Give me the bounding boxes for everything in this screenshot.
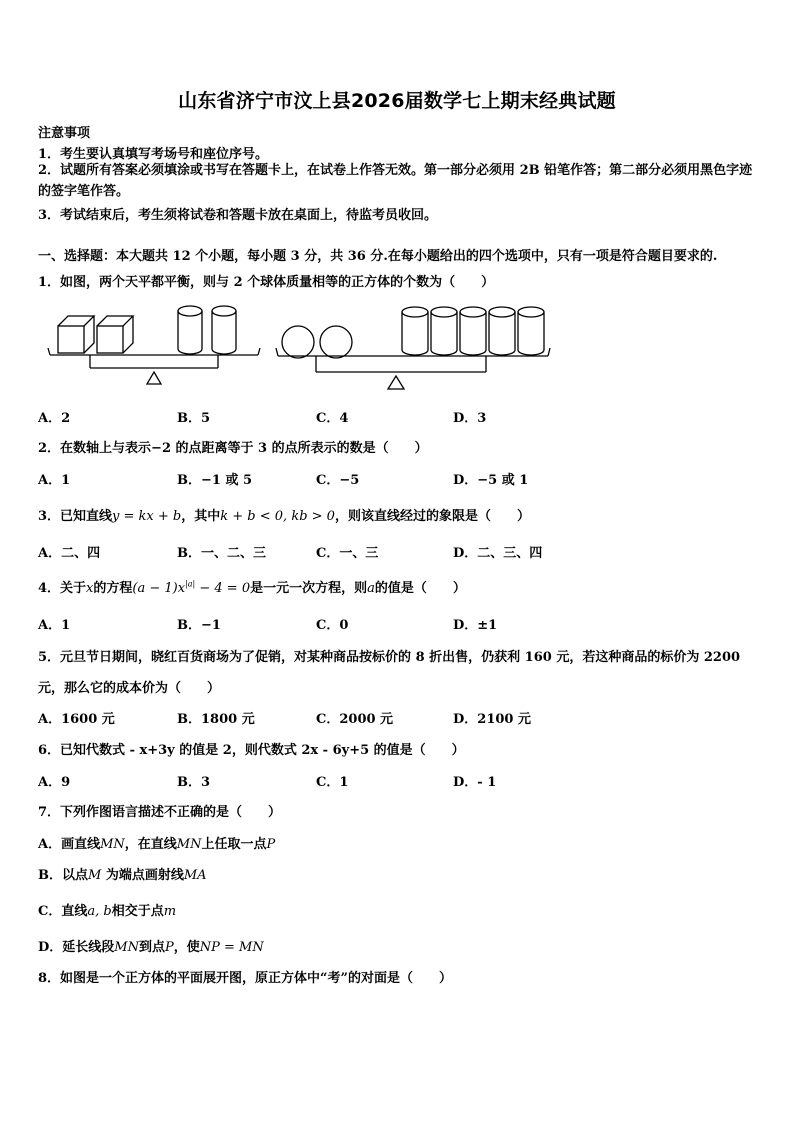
q4-option-d[interactable]: D．±1 [453, 618, 498, 633]
q4-option-c[interactable]: C．0 [316, 618, 349, 633]
q1-option-a[interactable]: A．2 [38, 411, 71, 426]
q7-option-a[interactable]: A．画直线MN，在直线MN上任取一点P [38, 837, 276, 852]
q2-option-d[interactable]: D．−5 或 1 [453, 473, 529, 488]
q6-option-b[interactable]: B．3 [177, 775, 211, 790]
q2-option-a[interactable]: A．1 [38, 473, 71, 488]
question-5-stem: 5．元旦节日期间，晓红百货商场为了促销，对某种商品按标价的 8 折出售，仍获利 160 元，若这种商品的标价为 2200 [38, 650, 741, 665]
q4-option-a[interactable]: A．1 [38, 618, 71, 633]
question-3-stem: 3．已知直线y = kx + b，其中k + b < 0, kb > 0，则该直线经过的象限是（ ） [38, 509, 530, 524]
question-2-stem: 2．在数轴上与表示−2 的点距离等于 3 的点所表示的数是（ ） [38, 441, 428, 456]
q3-option-c[interactable]: C．一、三 [316, 546, 379, 561]
q6-option-d[interactable]: D．- 1 [453, 775, 497, 790]
notice-item-1: 1．考生要认真填写考场号和座位序号。 [38, 147, 269, 162]
notice-item-3: 3．考试结束后，考生须将试卷和答题卡放在桌面上，待监考员收回。 [38, 208, 438, 223]
q2-option-b[interactable]: B．−1 或 5 [177, 473, 253, 488]
question-6-stem: 6．已知代数式 - x+3y 的值是 2，则代数式 2x - 6y+5 的值是（ ） [38, 743, 465, 758]
notice-heading: 注意事项 [38, 126, 91, 141]
balance-figure [40, 300, 560, 392]
q6-option-a[interactable]: A．9 [38, 775, 71, 790]
q5-option-b[interactable]: B．1800 元 [177, 712, 255, 727]
q7-option-b[interactable]: B．以点M 为端点画射线MA [38, 868, 207, 883]
q3-option-d[interactable]: D．二、三、四 [453, 546, 543, 561]
q1-option-d[interactable]: D．3 [453, 411, 487, 426]
question-4-stem: 4．关于x的方程$(a - 1)x^{|a|} - 4 = 0$是一元一次方程，则a的值是（ ） [38, 579, 466, 596]
q7-option-c[interactable]: C．直线a, b相交于点m [38, 904, 177, 919]
q2-option-c[interactable]: C．−5 [316, 473, 360, 488]
q1-option-c[interactable]: C．4 [316, 411, 349, 426]
q5-option-c[interactable]: C．2000 元 [316, 712, 394, 727]
section-heading: 一、选择题：本大题共 12 个小题，每小题 3 分，共 36 分.在每小题给出的四个选项中，只有一项是符合题目要求的. [38, 249, 718, 264]
question-1-stem: 1．如图，两个天平都平衡，则与 2 个球体质量相等的正方体的个数为（ ） [38, 275, 495, 290]
q5-option-a[interactable]: A．1600 元 [38, 712, 115, 727]
question-7-stem: 7．下列作图语言描述不正确的是（ ） [38, 805, 282, 820]
q3-option-a[interactable]: A．二、四 [38, 546, 101, 561]
q4-option-b[interactable]: B．−1 [177, 618, 221, 633]
q5-option-d[interactable]: D．2100 元 [453, 712, 531, 727]
q3-option-b[interactable]: B．一、二、三 [177, 546, 266, 561]
page-title: 山东省济宁市汶上县2026届数学七上期末经典试题 [178, 90, 616, 112]
q7-option-d[interactable]: D．延长线段MN到点P，使NP = MN [38, 940, 264, 955]
q1-option-b[interactable]: B．5 [177, 411, 211, 426]
question-8-stem: 8．如图是一个正方体的平面展开图，原正方体中“考”的对面是（ ） [38, 971, 453, 986]
notice-item-2: 2．试题所有答案必须填涂或书写在答题卡上，在试卷上作答无效。第一部分必须用 2B 铅笔作答；第二部分必须用黑色字迹的签字笔作答。 [38, 163, 753, 199]
q6-option-c[interactable]: C．1 [316, 775, 349, 790]
question-5-stem-cont: 元，那么它的成本价为（ ） [38, 681, 221, 696]
